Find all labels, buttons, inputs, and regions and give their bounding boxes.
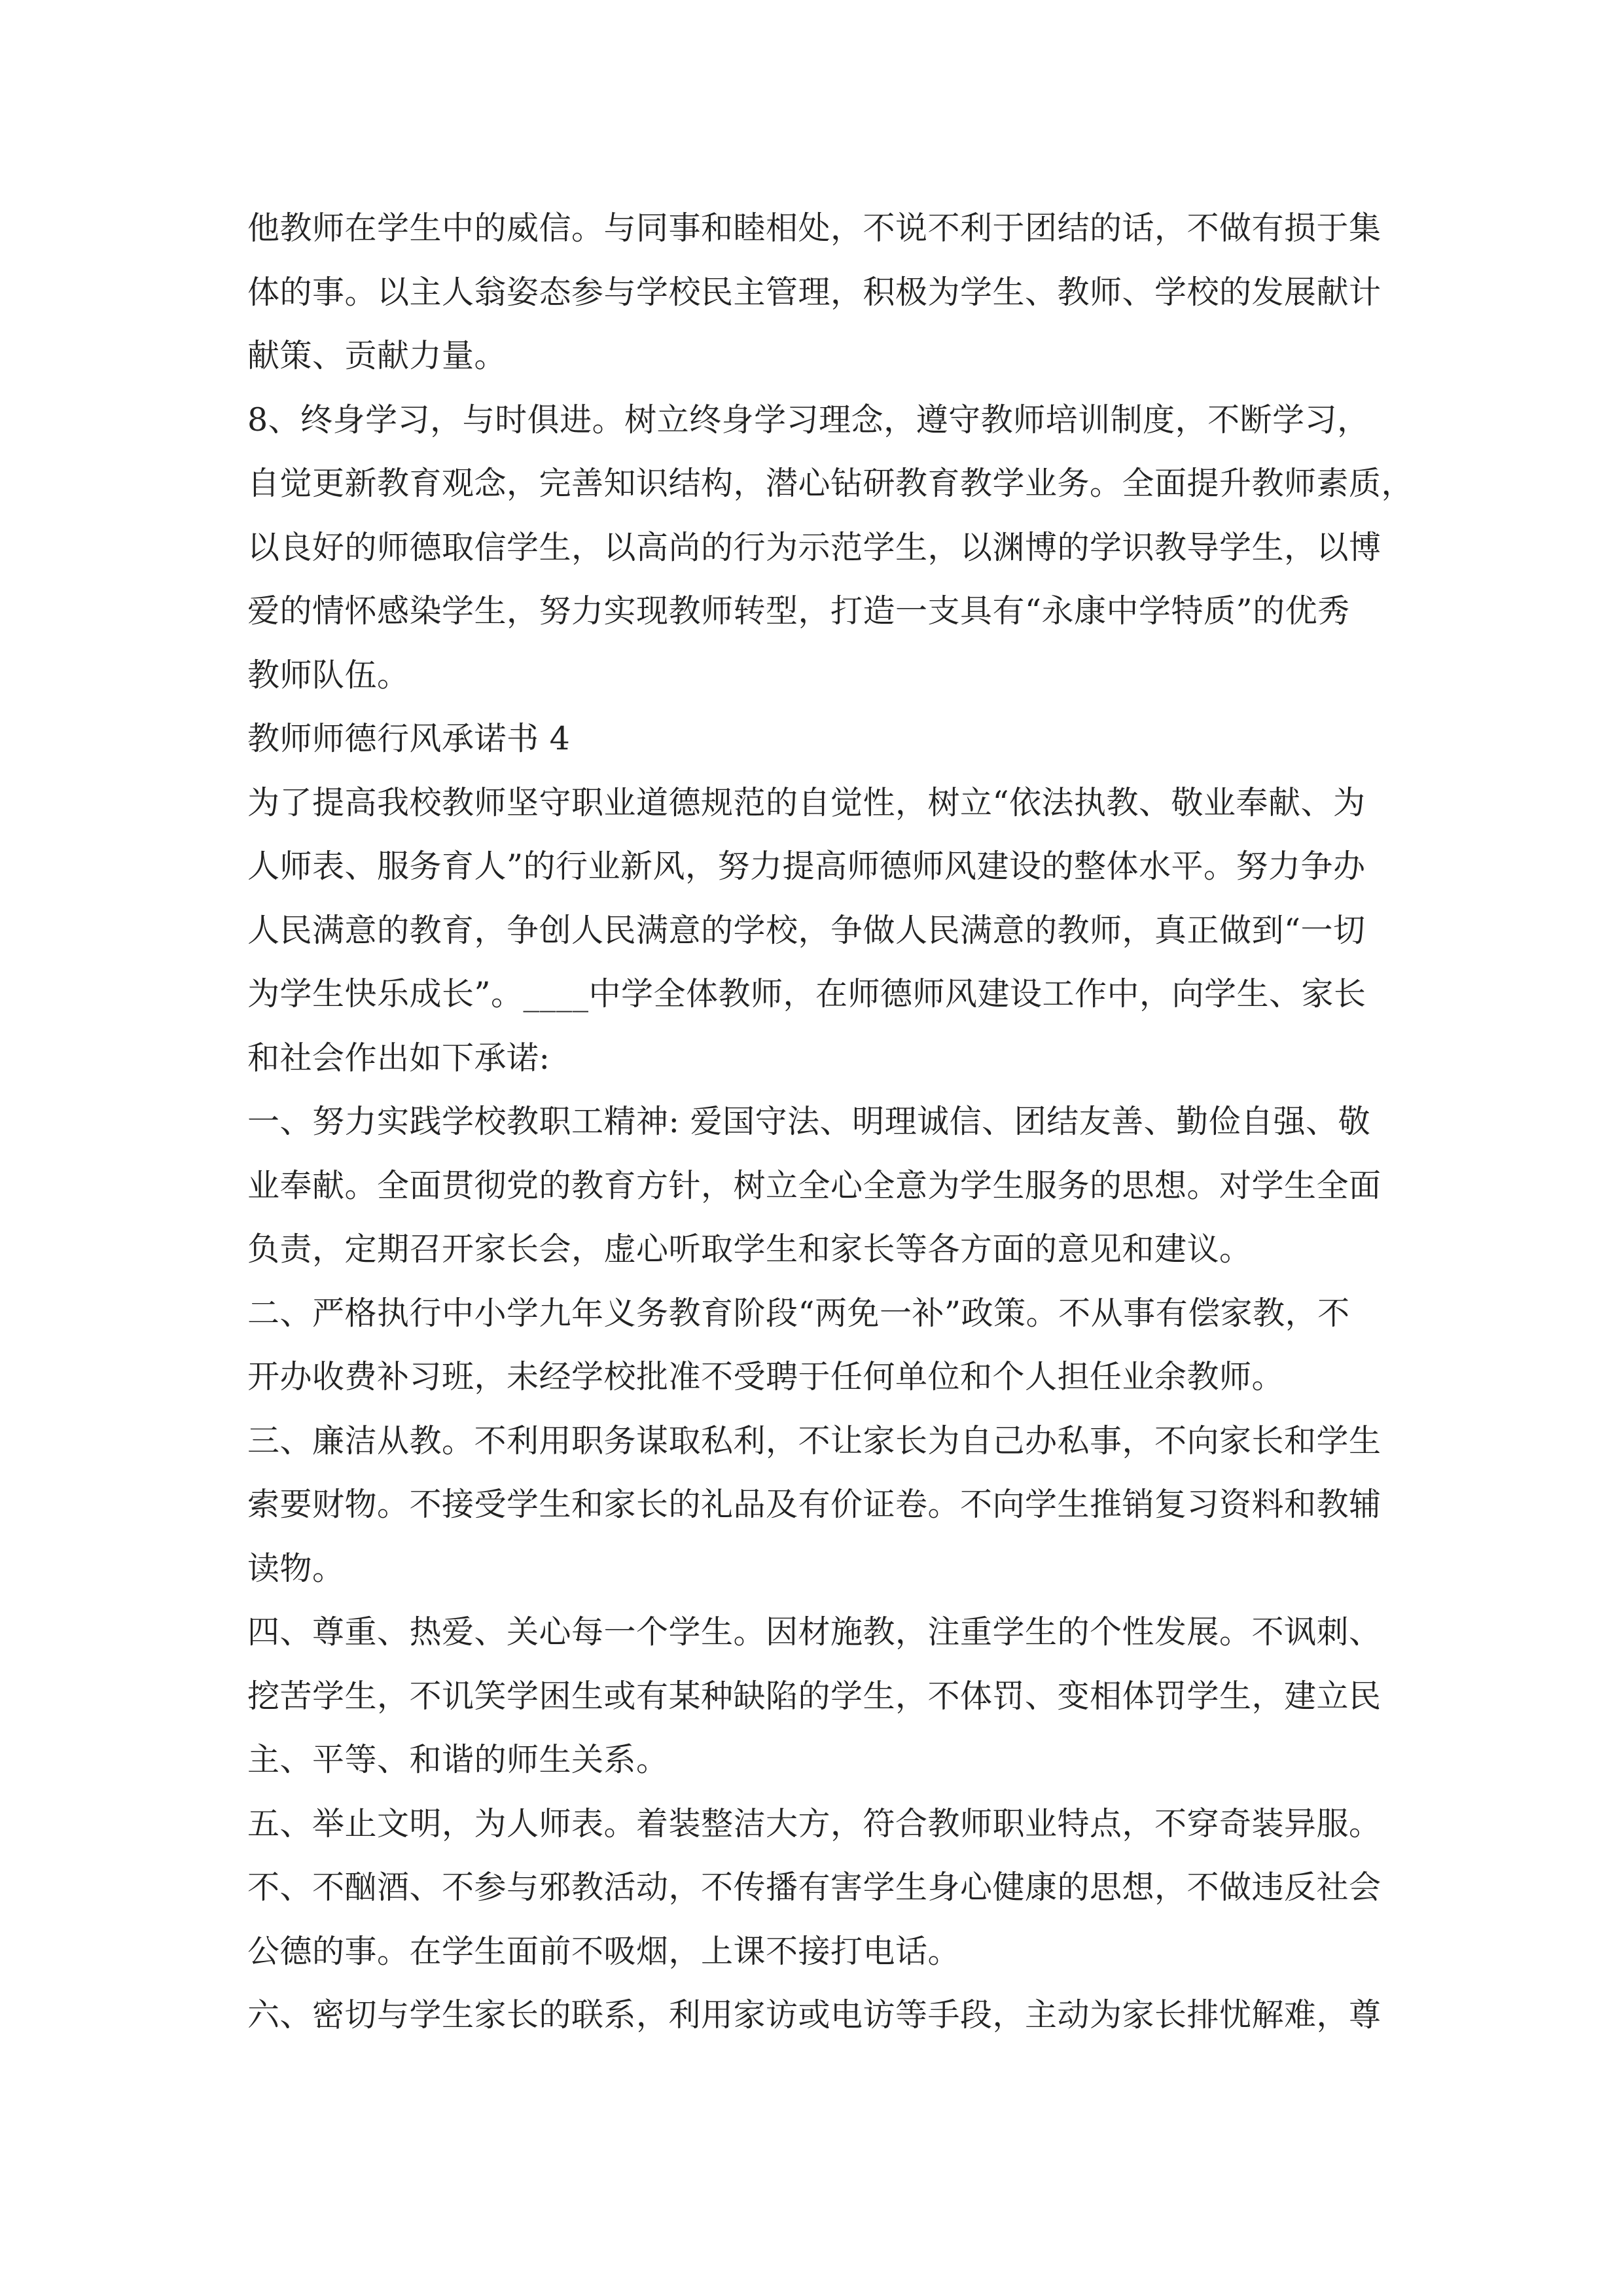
text-line: 挖苦学生，不讥笑学困生或有某种缺陷的学生，不体罚、变相体罚学生，建立民	[247, 1677, 1382, 1715]
text-line: 一、努力实践学校教职工精神: 爱国守法、明理诚信、团结友善、勤俭自强、敬	[247, 1103, 1371, 1140]
text-line: 三、廉洁从教。不利用职务谋取私利，不让家长为自己办私事，不向家长和学生	[247, 1422, 1382, 1460]
text-line: 爱的情怀感染学生，努力实现教师转型，打造一支具有“永康中学特质”的优秀	[247, 592, 1350, 630]
text-line: 负责，定期召开家长会，虚心听取学生和家长等各方面的意见和建议。	[247, 1230, 1252, 1268]
text-line: 人师表、服务育人”的行业新风，努力提高师德师风建设的整体水平。努力争办	[247, 848, 1366, 885]
text-line: 不、不酗酒、不参与邪教活动，不传播有害学生身心健康的思想，不做违反社会	[247, 1869, 1382, 1906]
text-line: 和社会作出如下承诺:	[247, 1039, 550, 1077]
text-line: 为学生快乐成长”。____中学全体教师，在师德师风建设工作中，向学生、家长	[247, 975, 1366, 1013]
text-line: 五、举止文明，为人师表。着装整洁大方，符合教师职业特点，不穿奇装异服。	[247, 1804, 1382, 1842]
text-line: 六、密切与学生家长的联系，利用家访或电访等手段，主动为家长排忧解难，尊	[247, 1996, 1382, 2034]
text-line: 自觉更新教育观念，完善知识结构，潜心钻研教育教学业务。全面提升教师素质，	[247, 465, 1414, 502]
text-line: 开办收费补习班，未经学校批准不受聘于任何单位和个人担任业余教师。	[247, 1358, 1285, 1395]
document-body	[247, 196, 1414, 2047]
text-line: 业奉献。全面贯彻党的教育方针，树立全心全意为学生服务的思想。对学生全面	[247, 1166, 1382, 1204]
text-line: 四、尊重、热爱、关心每一个学生。因材施教，注重学生的个性发展。不讽刺、	[247, 1613, 1382, 1651]
text-line: 主、平等、和谐的师生关系。	[247, 1741, 669, 1778]
text-line: 教师师德行风承诺书 4	[247, 720, 571, 757]
text-line: 人民满意的教育，争创人民满意的学校，争做人民满意的教师，真正做到“一切	[247, 911, 1366, 949]
text-line: 教师队伍。	[247, 656, 410, 694]
text-line: 公德的事。在学生面前不吸烟，上课不接打电话。	[247, 1932, 961, 1970]
text-line: 他教师在学生中的威信。与同事和睦相处，不说不利于团结的话，不做有损于集	[247, 209, 1382, 247]
text-line: 8、终身学习，与时俱进。树立终身学习理念，遵守教师培训制度，不断学习，	[247, 401, 1370, 439]
text-line: 为了提高我校教师坚守职业道德规范的自觉性，树立“依法执教、敬业奉献、为	[247, 783, 1366, 821]
text-line: 读物。	[247, 1549, 345, 1587]
text-line: 以良好的师德取信学生，以高尚的行为示范学生，以渊博的学识教导学生，以博	[247, 528, 1382, 566]
text-line: 献策、贡献力量。	[247, 337, 507, 374]
text-line: 索要财物。不接受学生和家长的礼品及有价证卷。不向学生推销复习资料和教辅	[247, 1486, 1382, 1523]
text-line: 体的事。以主人翁姿态参与学校民主管理，积极为学生、教师、学校的发展献计	[247, 273, 1382, 311]
text-line: 二、严格执行中小学九年义务教育阶段“两免一补”政策。不从事有偿家教，不	[247, 1294, 1350, 1332]
